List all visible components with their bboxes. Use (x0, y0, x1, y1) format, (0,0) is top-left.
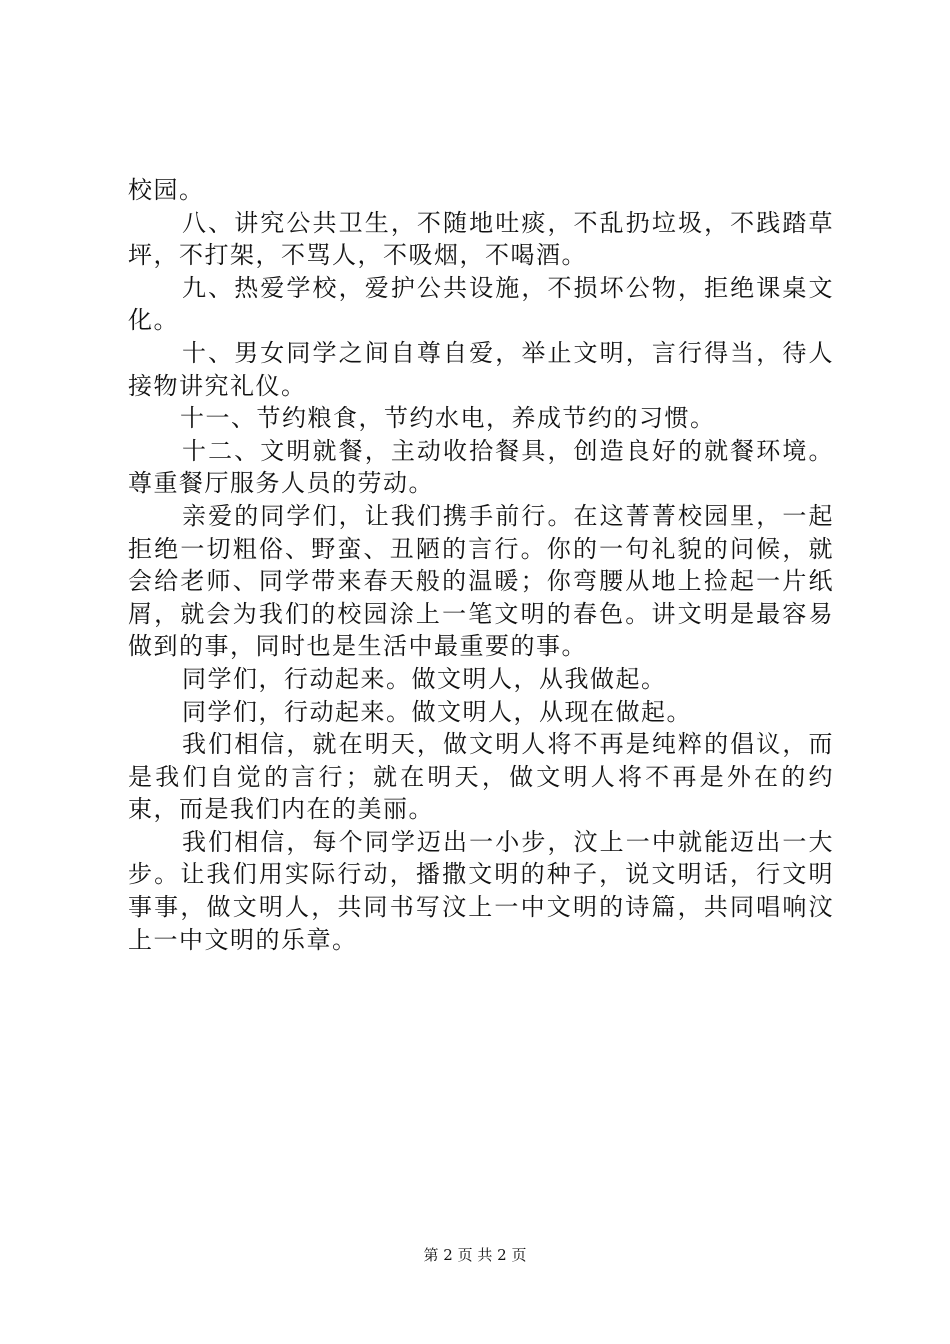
document-body (128, 174, 834, 956)
page-number-label: 第 2 页 共 2 页 (423, 1246, 527, 1264)
paragraph-item-10: 十、男女同学之间自尊自爱，举止文明，言行得当，待人接物讲究礼仪。 (128, 338, 834, 400)
paragraph-item-12: 十二、文明就餐，主动收拾餐具，创造良好的就餐环境。尊重餐厅服务人员的劳动。 (128, 436, 834, 498)
paragraph-belief-2: 我们相信，每个同学迈出一小步，汶上一中就能迈出一大步。让我们用实际行动，播撒文明的种子，说文明话，行文明事事，做文明人，共同书写汶上一中文明的诗篇，共同唱响汶上一中文明的乐章。 (128, 827, 834, 954)
paragraph-continuation: 校园。 (128, 176, 205, 204)
page-footer (0, 1244, 950, 1265)
paragraph-call-to-action-1: 同学们，行动起来。做文明人，从我做起。 (182, 664, 667, 693)
paragraph-item-11: 十一、节约粮食，节约水电，养成节约的习惯。 (180, 404, 716, 433)
paragraph-appeal: 亲爱的同学们，让我们携手前行。在这菁菁校园里，一起拒绝一切粗俗、野蛮、丑陋的言行。你的一句礼貌的问候，就会给老师、同学带来春天般的温暖；你弯腰从地上捡起一片纸屑，就会为我们的校园涂上一笔文明的春色。讲文明是最容易做到的事，同时也是生活中最重要的事。 (128, 501, 834, 661)
paragraph-call-to-action-2: 同学们，行动起来。做文明人，从现在做起。 (182, 697, 692, 726)
paragraph-item-9: 九、热爱学校，爱护公共设施，不损坏公物，拒绝课桌文化。 (128, 273, 834, 335)
paragraph-belief-1: 我们相信，就在明天，做文明人将不再是纯粹的倡议，而是我们自觉的言行；就在明天，做文明人将不再是外在的约束，而是我们内在的美丽。 (128, 730, 834, 824)
paragraph-item-8: 八、讲究公共卫生，不随地吐痰，不乱扔垃圾，不践踏草坪，不打架，不骂人，不吸烟，不喝酒。 (128, 208, 834, 270)
